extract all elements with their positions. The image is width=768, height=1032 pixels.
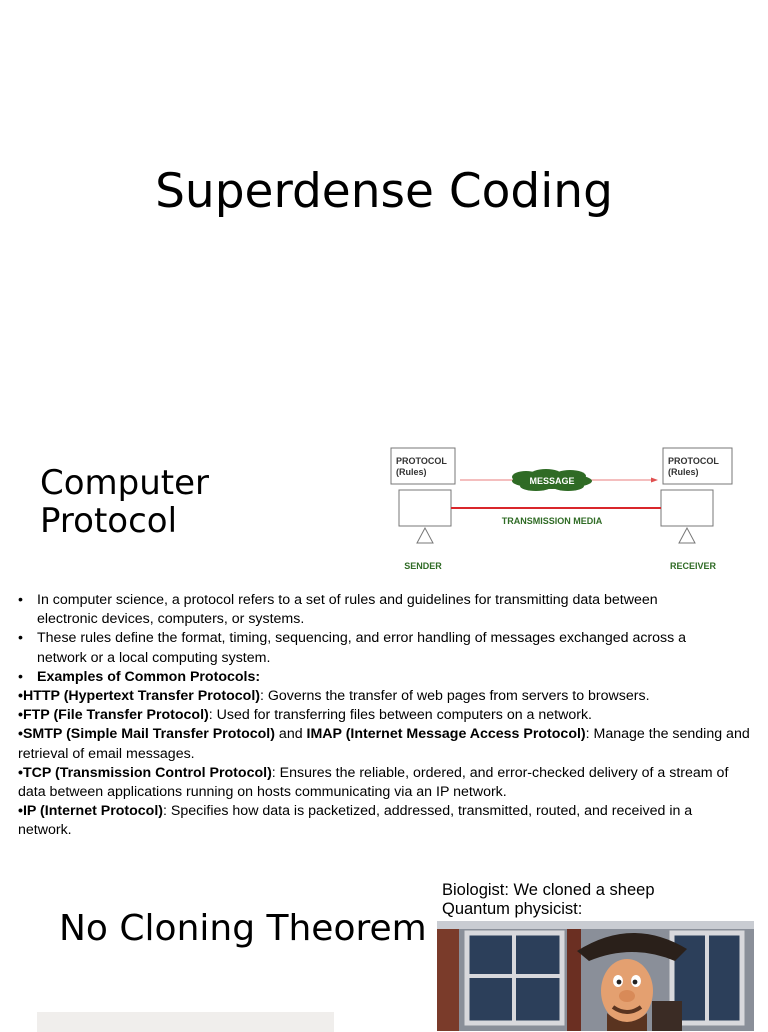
arrow-head-icon (651, 478, 658, 483)
protocol-item-http: •HTTP (Hypertext Transfer Protocol): Governs the transfer of web pages from servers to browsers. (18, 688, 650, 705)
title-line: Computer (40, 463, 210, 503)
slide-title-computer-protocol (40, 464, 209, 540)
meme-caption: Biologist: We cloned a sheep Quantum physicist: (442, 881, 655, 918)
sender-label: SENDER (404, 561, 442, 571)
protocol-item-tcp: •TCP (Transmission Control Protocol): Ensures the reliable, ordered, and error-checked delivery of a stream of data between applications running on hosts communicating via an IP network. (18, 764, 729, 801)
receiver-label: RECEIVER (669, 561, 717, 571)
protocol-label: PROTOCOL (668, 456, 719, 466)
protocol-diagram (386, 444, 736, 576)
bullet-item: • Examples of Common Protocols: (18, 668, 754, 687)
transmission-media-label: TRANSMISSION MEDIA (501, 516, 603, 526)
bullet-dot-icon: • (18, 630, 23, 647)
pirate-meme-image (437, 921, 754, 1031)
protocol-box-left (391, 448, 455, 484)
protocol-box-right (663, 448, 732, 484)
protocol-label: PROTOCOL (396, 456, 447, 466)
bullet-item: • In computer science, a protocol refers to a set of rules and guidelines for transmitting data between electronic devices, computers, or systems. (18, 592, 658, 628)
protocol-item-ip: •IP (Internet Protocol): Specifies how data is packetized, addressed, transmitted, routed, and received in a network. (18, 803, 693, 839)
protocol-bullet-list (18, 591, 754, 841)
sender-stand-icon (417, 528, 433, 543)
slide-title-no-cloning-theorem: No Cloning Theorem (59, 908, 427, 949)
rules-label: (Rules) (668, 467, 699, 477)
bullet-dot-icon: • (18, 668, 23, 685)
rules-label: (Rules) (396, 467, 427, 477)
protocol-item-smtp: •SMTP (Simple Mail Transfer Protocol) and IMAP (Internet Message Access Protocol): Manage the sending and retrieval of email messages. (18, 726, 750, 762)
receiver-stand-icon (679, 528, 695, 543)
image-placeholder (37, 1012, 334, 1032)
protocol-item-ftp: •FTP (File Transfer Protocol): Used for transferring files between computers on a network. (18, 707, 592, 724)
bullet-item: • These rules define the format, timing, sequencing, and error handling of messages exchanged across a network or a local computing system. (18, 630, 687, 666)
sender-computer-icon (399, 490, 451, 526)
title-line: Protocol (40, 501, 178, 541)
slide-title-superdense-coding: Superdense Coding (155, 164, 613, 219)
bullet-dot-icon: • (18, 592, 23, 608)
receiver-computer-icon (661, 490, 713, 526)
message-label: MESSAGE (529, 476, 575, 486)
